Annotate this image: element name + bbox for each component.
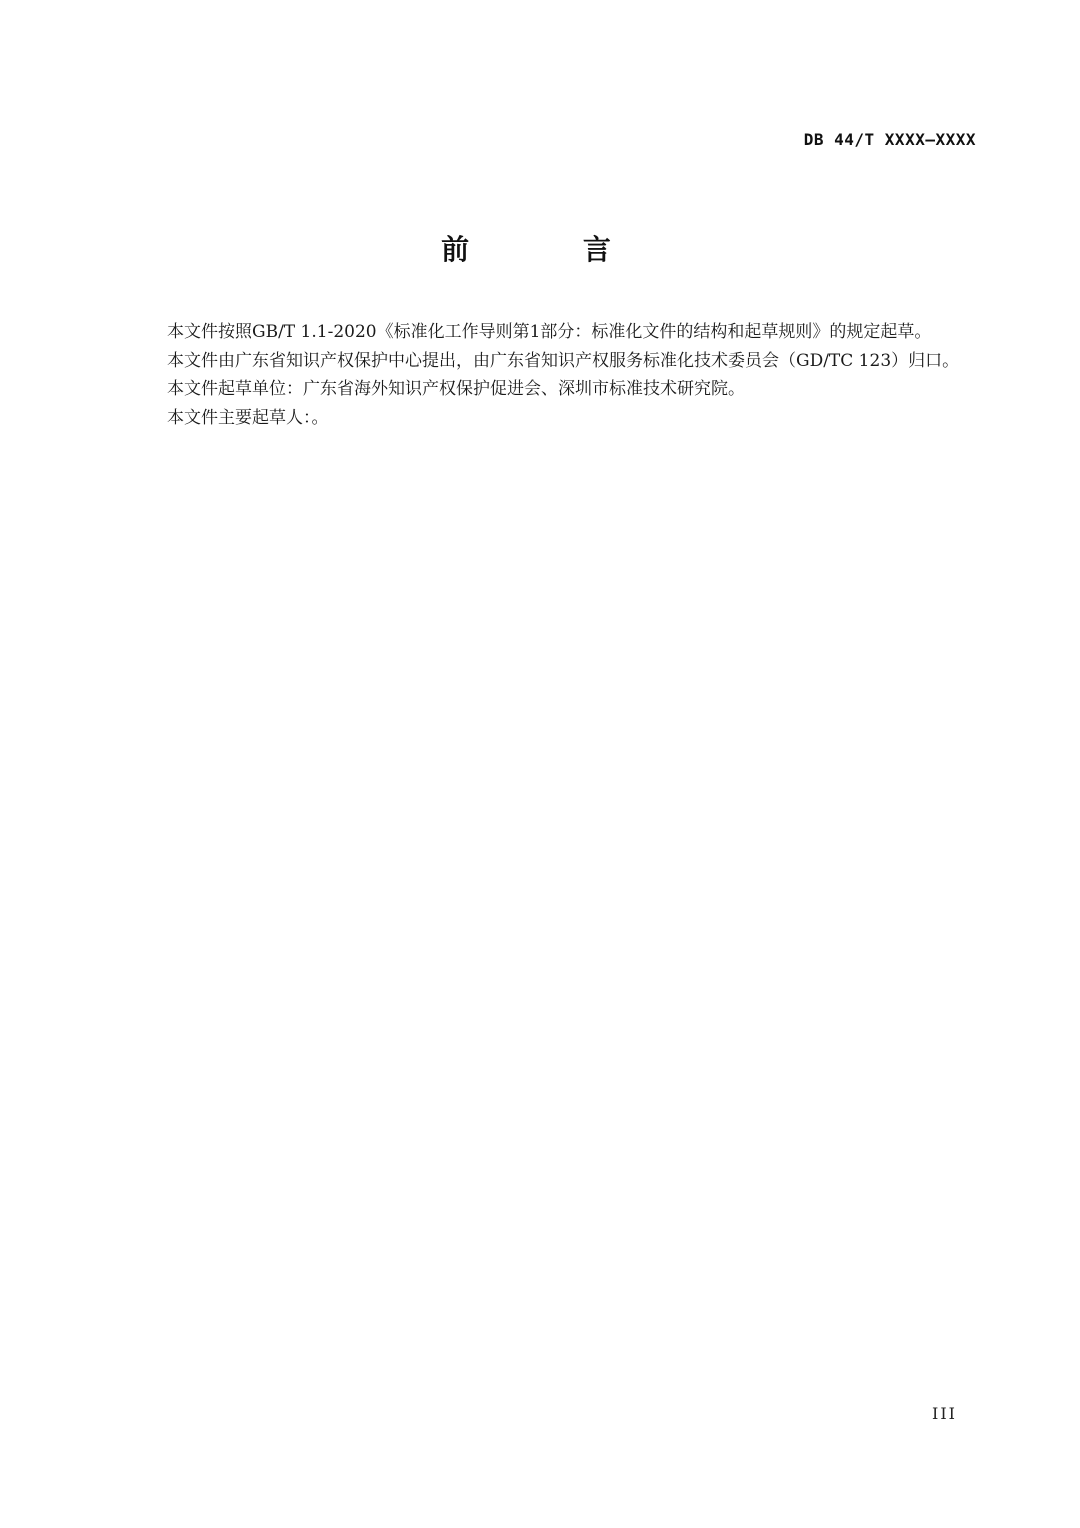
page-title: 前 言 [441, 233, 663, 266]
paragraph-drafting-basis: 本文件按照GB/T 1.1-2020《标准化工作导则第1部分：标准化文件的结构和起草规则》的规定起草。 [167, 322, 932, 342]
paragraph-main-drafters: 本文件主要起草人：。 [167, 407, 329, 428]
foreword-body [128, 318, 973, 432]
paragraph-proposer: 本文件由广东省知识产权保护中心提出，由广东省知识产权服务标准化技术委员会（GD/TC 123）归口。 [167, 350, 960, 371]
page-number: III [932, 1404, 957, 1423]
paragraph-drafting-units: 本文件起草单位：广东省海外知识产权保护促进会、深圳市标准技术研究院。 [167, 379, 745, 399]
document-code: DB 44/T XXXX—XXXX [803, 130, 976, 149]
